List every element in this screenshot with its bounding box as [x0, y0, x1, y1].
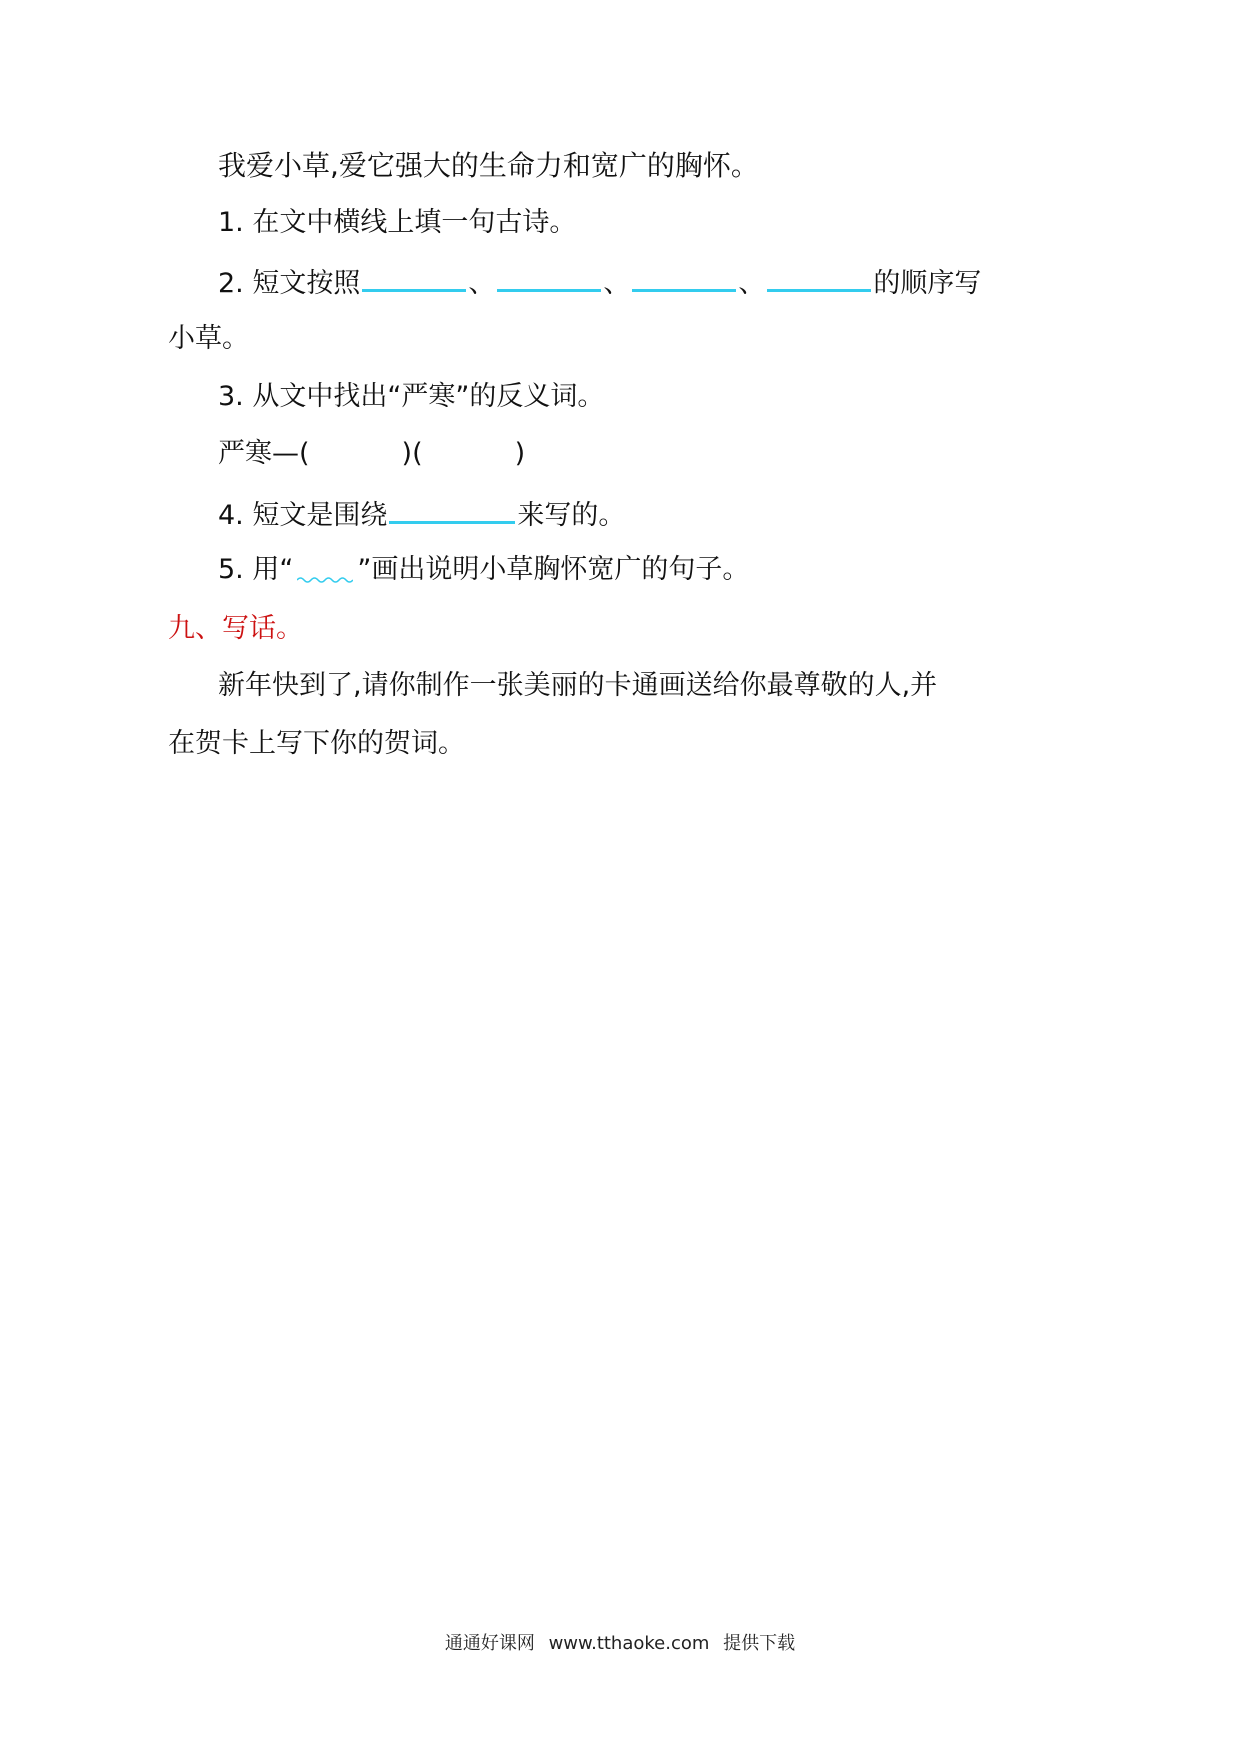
footer-url[interactable]: www.tthaoke.com	[548, 1633, 710, 1654]
footer-note: 提供下载	[723, 1633, 796, 1654]
question-2-continuation: 小草。	[168, 323, 249, 354]
close-paren: )	[514, 438, 526, 469]
close-paren: )	[401, 438, 413, 469]
intro-sentence: 我爱小草,爱它强大的生命力和宽广的胸怀。	[218, 149, 759, 182]
writing-prompt-line-1: 新年快到了,请你制作一张美丽的卡通画送给你最尊敬的人,并	[218, 670, 938, 701]
open-paren: (	[412, 438, 423, 469]
answer-blank-2[interactable]	[497, 261, 601, 292]
question-5-prefix: 5. 用“	[218, 554, 294, 585]
section-nine-heading: 九、写话。	[168, 613, 303, 644]
answer-blank-3[interactable]	[632, 261, 736, 292]
separator: 、	[738, 268, 766, 299]
question-1: 1. 在文中横线上填一句古诗。	[218, 207, 577, 238]
writing-prompt-line-2: 在贺卡上写下你的贺词。	[168, 728, 465, 759]
question-2-suffix: 的顺序写	[873, 268, 982, 299]
wavy-underline-icon	[297, 556, 353, 578]
open-paren: (	[299, 438, 310, 469]
separator: 、	[468, 268, 496, 299]
page-footer	[0, 1632, 1240, 1656]
antonym-word: 严寒—	[218, 438, 299, 469]
footer-site-name: 通通好课网	[444, 1633, 535, 1654]
separator: 、	[603, 268, 631, 299]
answer-blank-4[interactable]	[767, 261, 871, 292]
question-4-suffix: 来写的。	[517, 500, 626, 531]
question-5	[218, 550, 749, 590]
answer-blank-5[interactable]	[389, 493, 515, 524]
question-2	[218, 261, 981, 304]
question-3: 3. 从文中找出“严寒”的反义词。	[218, 381, 605, 412]
question-2-prefix: 2. 短文按照	[218, 268, 361, 299]
question-5-suffix: ”画出说明小草胸怀宽广的句子。	[357, 554, 750, 585]
question-4	[218, 493, 625, 536]
question-4-prefix: 4. 短文是围绕	[218, 500, 388, 531]
answer-blank-1[interactable]	[362, 261, 466, 292]
question-3-answer	[218, 434, 525, 474]
